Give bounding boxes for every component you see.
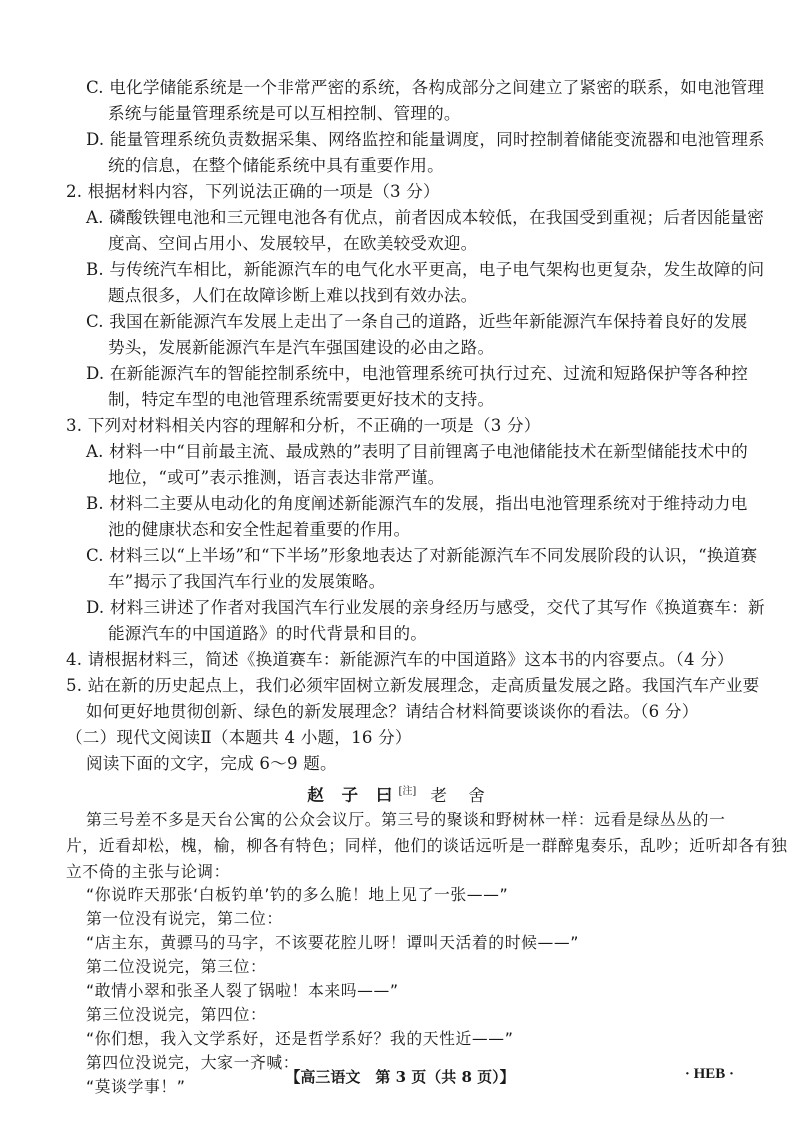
q2-option-d-line1: D. 在新能源汽车的智能控制系统中，电池管理系统可执行过充、过流和短路保护等各种控 bbox=[86, 364, 749, 383]
q3-option-c-line1: C. 材料三以“上半场”和“下半场”形象地表达了对新能源汽车不同发展阶段的认识，“换道赛 bbox=[86, 546, 758, 565]
dialogue-4: “你们想，我入文学系好，还是哲学系好？我的天性近——” bbox=[86, 1029, 514, 1048]
q2-option-b-line1: B. 与传统汽车相比，新能源汽车的电气化水平更高，电子电气架构也更复杂，发生故障的问 bbox=[86, 260, 765, 279]
q2-option-a-line1: A. 磷酸铁锂电池和三元锂电池各有优点，前者因成本较低，在我国受到重视；后者因能量密 bbox=[86, 208, 765, 227]
narration-4: 第四位没说完，大家一齐喊： bbox=[86, 1053, 300, 1072]
passage-p1-line2: 片，近看却松，槐，榆，柳各有特色；同样，他们的谈话远听是一群醉鬼奏乐，乱吵；近听却各有独 bbox=[66, 836, 788, 855]
page-footer bbox=[0, 1066, 800, 1090]
q2-stem: 2. 根据材料内容，下列说法正确的一项是（3 分） bbox=[66, 182, 440, 201]
narration-2: 第二位没说完，第三位： bbox=[86, 957, 267, 976]
section-instruction: 阅读下面的文字，完成 6～9 题。 bbox=[86, 754, 337, 773]
title-text: 赵 子 曰 bbox=[307, 784, 399, 805]
dialogue-5: “莫谈学事！” bbox=[86, 1077, 186, 1096]
q3-option-c-line2: 车”揭示了我国汽车行业的发展策略。 bbox=[108, 572, 386, 591]
footer-code: · HEB · bbox=[684, 1066, 734, 1082]
passage-p1-line1: 第三号差不多是天台公寓的公众会议厅。第三号的聚谈和野树林一样：远看是绿丛丛的一 bbox=[86, 810, 726, 829]
passage-p1-line3: 立不倚的主张与论调： bbox=[66, 862, 230, 881]
q3-option-a-line2: 地位，“或可”表示推测，语言表达非常严谨。 bbox=[108, 468, 445, 487]
q3-option-b-line2: 池的健康状态和安全性起着重要的作用。 bbox=[108, 520, 411, 539]
q5-stem-line1: 5. 站在新的历史起点上，我们必须牢固树立新发展理念，走高质量发展之路。我国汽车产业要 bbox=[66, 676, 760, 695]
section-heading: （二）现代文阅读Ⅱ（本题共 4 小题，16 分） bbox=[66, 728, 412, 747]
footer-page-info: 【高三语文 第 3 页（共 8 页）】 bbox=[285, 1068, 515, 1086]
q1-option-c-line2: 系统与能量管理系统是可以互相控制、管理的。 bbox=[108, 104, 461, 123]
q2-option-b-line2: 题点很多，人们在故障诊断上难以找到有效办法。 bbox=[108, 286, 478, 305]
q3-option-d-line2: 能源汽车的中国道路》的时代背景和目的。 bbox=[108, 624, 428, 643]
q1-option-c-line1: C. 电化学储能系统是一个非常严密的系统，各构成部分之间建立了紧密的联系，如电池管理 bbox=[86, 78, 765, 97]
q3-option-b-line1: B. 材料二主要从电动化的角度阐述新能源汽车的发展，指出电池管理系统对于维持动力电 bbox=[86, 494, 748, 513]
dialogue-1: “你说昨天那张‘白板钓单’钓的多么脆！地上见了一张——” bbox=[86, 885, 509, 904]
q5-stem-line2: 如何更好地贯彻创新、绿色的新发展理念？请结合材料简要谈谈你的看法。（6 分） bbox=[86, 702, 699, 721]
q4-stem: 4. 请根据材料三，简述《换道赛车：新能源汽车的中国道路》这本书的内容要点。（4 分） bbox=[66, 650, 734, 669]
dialogue-3: “敢情小翠和张圣人裂了锅啦！本来吗——” bbox=[86, 981, 399, 1000]
author-name: 老 舍 bbox=[430, 785, 493, 805]
q2-option-a-line2: 度高、空间占用小、发展较早，在欧美较受欢迎。 bbox=[108, 234, 478, 253]
q2-option-c-line2: 势头，发展新能源汽车是汽车强国建设的必由之路。 bbox=[108, 338, 495, 357]
q1-option-d-line2: 统的信息，在整个储能系统中具有重要作用。 bbox=[108, 156, 444, 175]
q3-option-d-line1: D. 材料三讲述了作者对我国汽车行业发展的亲身经历与感受，交代了其写作《换道赛车：新 bbox=[86, 598, 765, 617]
q2-option-d-line2: 制，特定车型的电池管理系统需要更好技术的支持。 bbox=[108, 390, 495, 409]
q2-option-c-line1: C. 我国在新能源汽车发展上走出了一条自己的道路，近些年新能源汽车保持着良好的发展 bbox=[86, 312, 748, 331]
q1-option-d-line1: D. 能量管理系统负责数据采集、网络监控和能量调度，同时控制着储能变流器和电池管理系 bbox=[86, 130, 765, 149]
footnote-mark: [注] bbox=[398, 786, 417, 797]
dialogue-2: “店主东，黄骠马的马字，不该要花腔儿呀！谭叫天活着的时候——” bbox=[86, 933, 580, 952]
narration-1: 第一位没有说完，第二位： bbox=[86, 909, 283, 928]
q3-stem: 3. 下列对材料相关内容的理解和分析，不正确的一项是（3 分） bbox=[66, 416, 541, 435]
q3-option-a-line1: A. 材料一中“目前最主流、最成熟的”表明了目前锂离子电池储能技术在新型储能技术中的 bbox=[86, 442, 748, 461]
passage-title bbox=[0, 781, 800, 807]
narration-3: 第三位没说完，第四位： bbox=[86, 1005, 267, 1024]
